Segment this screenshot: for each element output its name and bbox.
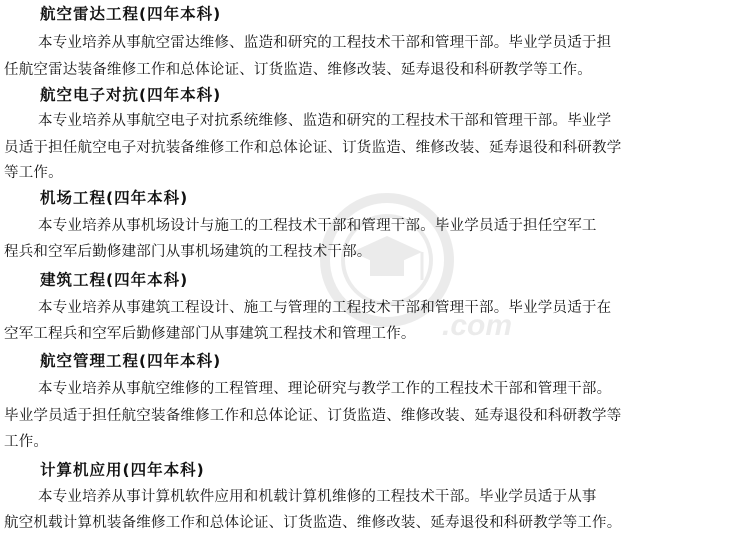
section-title: 计算机应用 xyxy=(40,461,123,479)
section-heading xyxy=(40,270,188,290)
section-tag: (四年本科) xyxy=(106,271,189,289)
section-title: 机场工程 xyxy=(40,189,107,207)
paragraph-line: 工作。 xyxy=(4,434,49,450)
section-title: 建筑工程 xyxy=(40,271,107,289)
paragraph-line: 空军工程兵和空军后勤修建部门从事建筑工程技术和管理工作。 xyxy=(4,326,416,342)
section-heading xyxy=(40,4,221,24)
section-heading xyxy=(40,351,221,371)
paragraph-line: 本专业培养从事航空电子对抗系统维修、监造和研究的工程技术干部和管理干部。毕业学 xyxy=(38,113,612,129)
section-title: 航空电子对抗 xyxy=(40,86,140,104)
paragraph-line: 本专业培养从事计算机软件应用和机载计算机维修的工程技术干部。毕业学员适于从事 xyxy=(38,489,597,505)
paragraph-line: 程兵和空军后勤修建部门从事机场建筑的工程技术干部。 xyxy=(4,244,372,260)
section-tag: (四年本科) xyxy=(106,189,189,207)
paragraph-line: 本专业培养从事建筑工程设计、施工与管理的工程技术干部和管理干部。毕业学员适于在 xyxy=(38,300,612,316)
paragraph-line: 航空机载计算机装备维修工作和总体论证、订货监造、维修改装、延寿退役和科研教学等工作。 xyxy=(4,515,622,531)
paragraph-line: 本专业培养从事机场设计与施工的工程技术干部和管理干部。毕业学员适于担任空军工 xyxy=(38,218,597,234)
section-title: 航空管理工程 xyxy=(40,352,140,370)
paragraph-line: 本专业培养从事航空维修的工程管理、理论研究与教学工作的工程技术干部和管理干部。 xyxy=(38,381,612,397)
watermark-text: .com xyxy=(442,309,513,342)
section-title: 航空雷达工程 xyxy=(40,5,140,23)
section-heading xyxy=(40,85,221,105)
paragraph-line: 本专业培养从事航空雷达维修、监造和研究的工程技术干部和管理干部。毕业学员适于担 xyxy=(38,35,612,51)
section-tag: (四年本科) xyxy=(139,5,222,23)
section-heading xyxy=(40,460,205,480)
section-tag: (四年本科) xyxy=(139,86,222,104)
section-tag: (四年本科) xyxy=(139,352,222,370)
section-heading xyxy=(40,188,188,208)
paragraph-line: 等工作。 xyxy=(4,165,63,181)
paragraph-line: 毕业学员适于担任航空装备维修工作和总体论证、订货监造、维修改装、延寿退役和科研教学等 xyxy=(4,408,622,424)
paragraph-line: 员适于担任航空电子对抗装备维修工作和总体论证、订货监造、维修改装、延寿退役和科研教学 xyxy=(4,140,622,156)
section-tag: (四年本科) xyxy=(122,461,205,479)
paragraph-line: 任航空雷达装备维修工作和总体论证、订货监造、维修改装、延寿退役和科研教学等工作。 xyxy=(4,62,592,78)
